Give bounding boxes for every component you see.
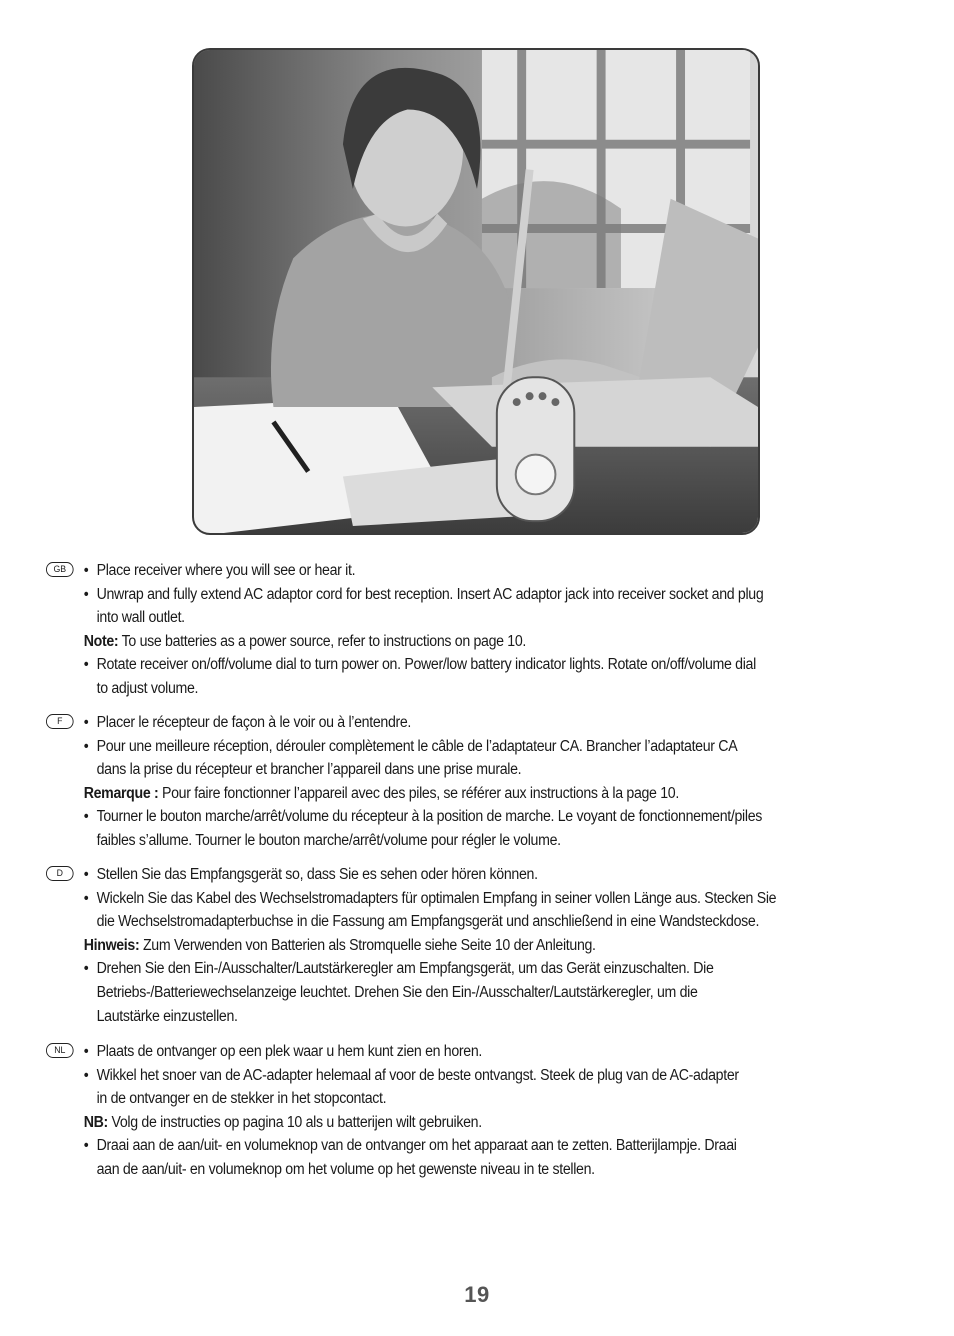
language-tag: NL bbox=[46, 1043, 74, 1058]
bullet-text: faibles s’allume. Tourner le bouton marche/arrêt/volume pour régler le volume. bbox=[96, 831, 561, 849]
bullet-item bbox=[46, 887, 846, 911]
bullet-icon: • bbox=[83, 585, 89, 603]
bullet-text: die Wechselstromadapterbuchse in die Fassung am Empfangsgerät und anschließend in eine Wandsteckdose. bbox=[96, 913, 760, 931]
language-section-d bbox=[46, 863, 916, 1028]
bullet-icon: • bbox=[83, 889, 89, 907]
bullet-text: into wall outlet. bbox=[96, 609, 185, 627]
bullet-icon: • bbox=[83, 714, 89, 731]
bullet-icon: • bbox=[83, 960, 89, 978]
bullet-icon: • bbox=[83, 866, 89, 883]
note-text: Pour faire fonctionner l’appareil avec des piles, se référer aux instructions à la page 10. bbox=[158, 784, 679, 802]
bullet-continuation bbox=[46, 677, 846, 701]
note-text: Zum Verwenden von Batterien als Stromquelle siehe Seite 10 der Anleitung. bbox=[139, 936, 596, 954]
bullet-item bbox=[46, 1064, 846, 1088]
bullet-icon: • bbox=[83, 1137, 89, 1155]
bullet-icon: • bbox=[83, 808, 89, 826]
bullet-item bbox=[46, 711, 846, 735]
bullet-text: Draai aan de aan/uit- en volumeknop van de ontvanger om het apparaat aan te zetten. Batterijlampje. Draai bbox=[96, 1137, 737, 1155]
note-line bbox=[46, 630, 846, 654]
bullet-text: dans la prise du récepteur et brancher l’appareil dans une prise murale. bbox=[96, 761, 522, 779]
bullet-continuation bbox=[46, 981, 846, 1005]
bullet-item bbox=[46, 653, 846, 677]
language-tag: GB bbox=[46, 562, 74, 577]
note-label: Hinweis: bbox=[83, 936, 140, 954]
note-line bbox=[46, 1111, 846, 1135]
bullet-text: Unwrap and fully extend AC adaptor cord for best reception. Insert AC adaptor jack into receiver socket and plug bbox=[96, 585, 764, 603]
bullet-text: Drehen Sie den Ein-/Ausschalter/Lautstärkeregler am Empfangsgerät, um das Gerät einzuschalten. Die bbox=[96, 960, 714, 978]
bullet-text: Wikkel het snoer van de AC-adapter helemaal af voor de beste ontvangst. Steek de plug van de AC-adapter bbox=[96, 1066, 739, 1084]
bullet-icon: • bbox=[83, 562, 89, 579]
product-photo bbox=[192, 48, 760, 535]
language-tag: F bbox=[46, 714, 74, 729]
bullet-continuation bbox=[46, 606, 846, 630]
bullet-item bbox=[46, 863, 846, 887]
note-text: Volg de instructies op pagina 10 als u batterijen wilt gebruiken. bbox=[107, 1113, 482, 1131]
bullet-icon: • bbox=[83, 1066, 89, 1084]
note-label: NB: bbox=[83, 1113, 108, 1131]
bullet-text: Tourner le bouton marche/arrêt/volume du récepteur à la position de marche. Le voyant de fonctionnement/piles bbox=[96, 808, 763, 826]
bullet-continuation bbox=[46, 1005, 846, 1029]
bullet-text: Rotate receiver on/off/volume dial to turn power on. Power/low battery indicator lights. Rotate on/off/volume dial bbox=[96, 656, 756, 674]
woman-with-baby-monitor-receiver-photo bbox=[194, 50, 758, 533]
bullet-continuation bbox=[46, 1158, 846, 1182]
bullet-icon: • bbox=[83, 737, 89, 755]
note-line bbox=[46, 934, 846, 958]
language-tag: D bbox=[46, 866, 74, 881]
bullet-text: to adjust volume. bbox=[96, 679, 199, 697]
bullet-text: Place receiver where you will see or hear it. bbox=[96, 562, 356, 579]
bullet-item bbox=[46, 559, 846, 583]
note-line bbox=[46, 782, 846, 806]
bullet-text: Pour une meilleure réception, dérouler complètement le câble de l’adaptateur CA. Brancher l’adaptateur CA bbox=[96, 737, 738, 755]
bullet-text: Placer le récepteur de façon à le voir ou à l’entendre. bbox=[96, 714, 412, 731]
bullet-item bbox=[46, 957, 846, 981]
bullet-text: Wickeln Sie das Kabel des Wechselstromadapters für optimalen Empfang in seiner vollen Länge aus. Stecken Sie bbox=[96, 889, 777, 907]
bullet-icon: • bbox=[83, 1043, 89, 1060]
bullet-text: in de ontvanger en de stekker in het stopcontact. bbox=[96, 1090, 387, 1108]
note-text: To use batteries as a power source, refer to instructions on page 10. bbox=[118, 632, 527, 650]
bullet-item bbox=[46, 805, 846, 829]
bullet-text: Stellen Sie das Empfangsgerät so, dass Sie es sehen oder hören können. bbox=[96, 866, 538, 883]
bullet-continuation bbox=[46, 910, 846, 934]
bullet-continuation bbox=[46, 758, 846, 782]
bullet-icon: • bbox=[83, 656, 89, 674]
bullet-item bbox=[46, 1040, 846, 1064]
bullet-text: Betriebs-/Batteriewechselanzeige leuchtet. Drehen Sie den Ein-/Ausschalter/Lautstärkeregler, um die bbox=[96, 983, 698, 1001]
bullet-continuation bbox=[46, 829, 846, 853]
note-label: Note: bbox=[83, 632, 119, 650]
language-section-f bbox=[46, 711, 916, 853]
bullet-continuation bbox=[46, 1087, 846, 1111]
note-label: Remarque : bbox=[83, 784, 159, 802]
bullet-item bbox=[46, 735, 846, 759]
bullet-text: aan de aan/uit- en volumeknop om het volume op het gewenste niveau in te stellen. bbox=[96, 1160, 595, 1178]
bullet-item bbox=[46, 1134, 846, 1158]
page-number: 19 bbox=[464, 1282, 490, 1307]
bullet-text: Lautstärke einzustellen. bbox=[96, 1007, 238, 1025]
language-section-gb bbox=[46, 559, 916, 701]
bullet-text: Plaats de ontvanger op een plek waar u hem kunt zien en horen. bbox=[96, 1043, 483, 1060]
language-section-nl bbox=[46, 1040, 916, 1182]
bullet-item bbox=[46, 583, 846, 607]
